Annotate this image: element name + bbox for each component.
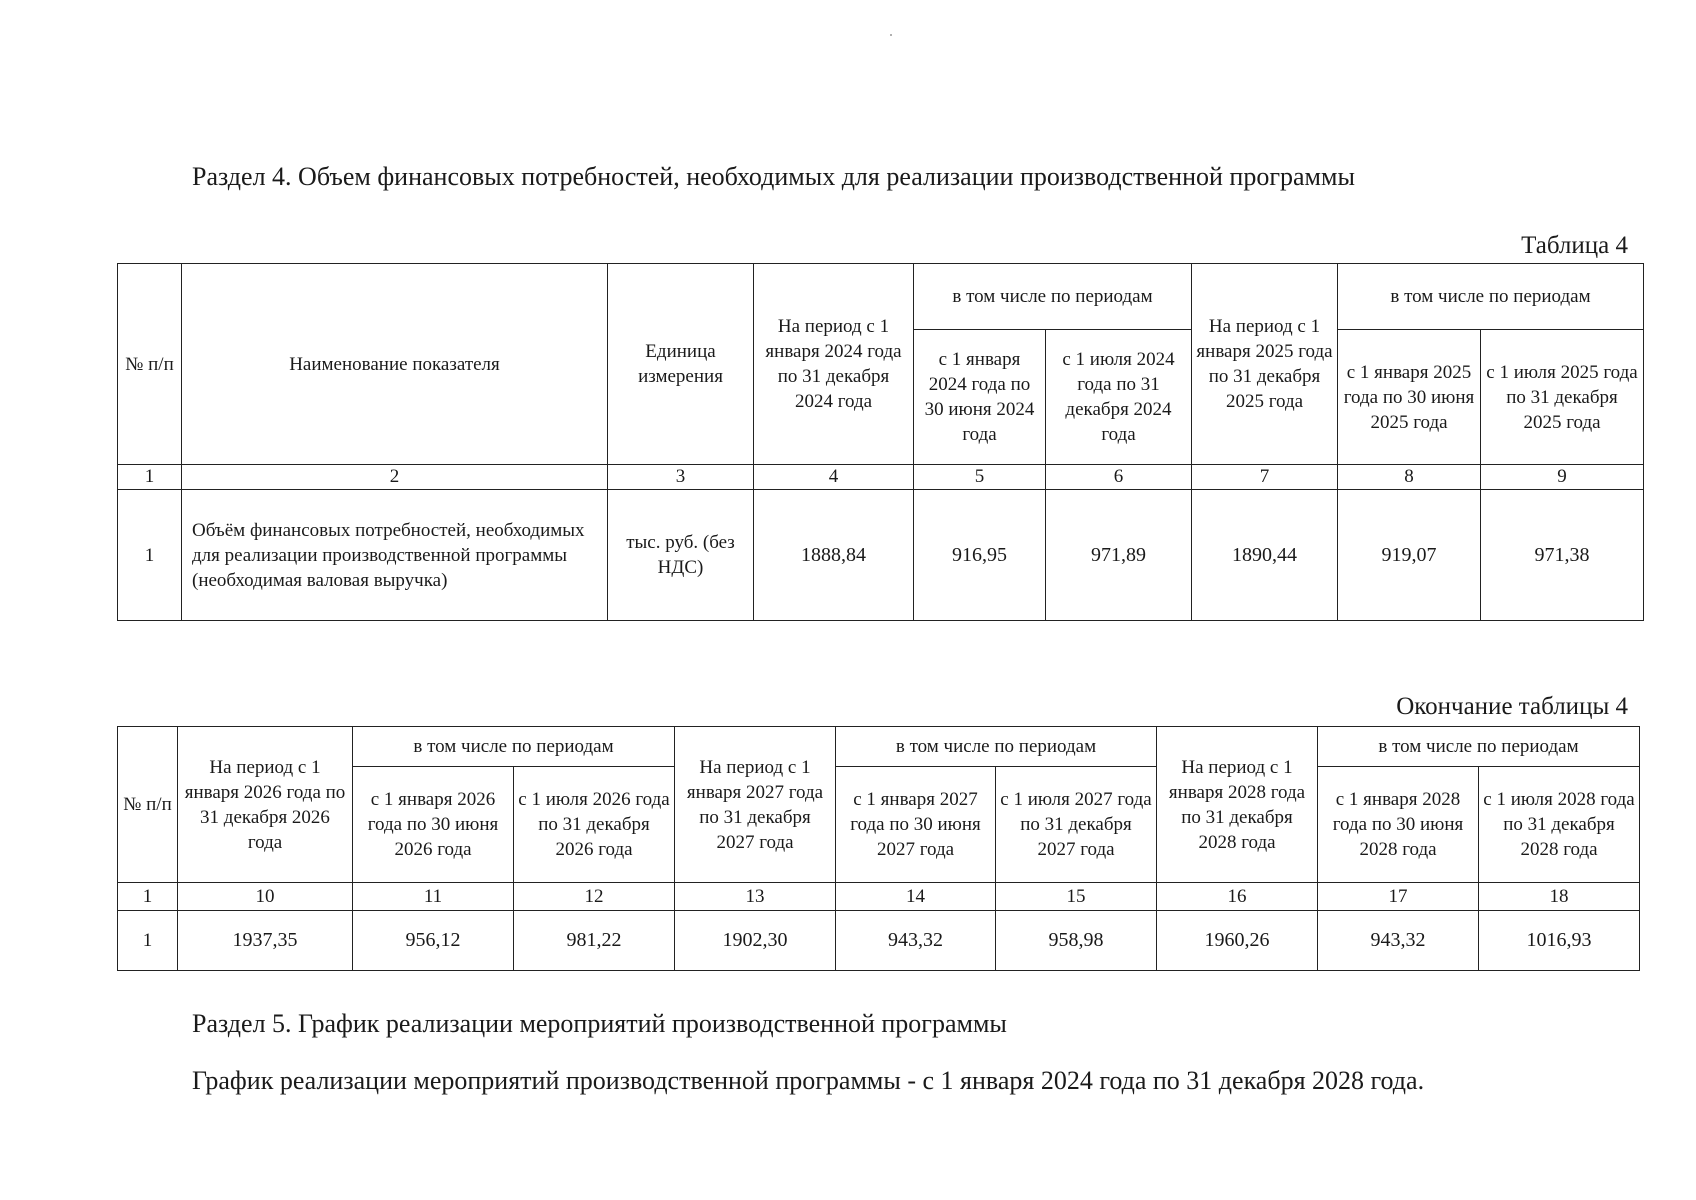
row-no: 1 [118,911,178,971]
header-h2-2028: с 1 июля 2028 года по 31 декабря 2028 года [1479,767,1640,883]
value-h1-2025: 919,07 [1338,490,1481,621]
value-h2-2025: 971,38 [1481,490,1644,621]
col-number: 17 [1318,883,1479,911]
scan-speck [890,34,892,36]
section-4-title: Раздел 4. Объем финансовых потребностей, необходимых для реализации производственной программы [192,162,1355,191]
value-h2-2028: 1016,93 [1479,911,1640,971]
section-5-text: График реализации мероприятий производственной программы - с 1 января 2024 года по 31 декабря 2028 года. [192,1066,1425,1095]
header-unit: Единица измерения [608,264,754,465]
value-2027: 1902,30 [675,911,836,971]
row-indicator-name: Объём финансовых потребностей, необходимых для реализации производственной программы (необходимая валовая выручка) [182,490,608,621]
table-4 [117,263,1644,621]
col-number: 6 [1046,465,1192,490]
value-h2-2024: 971,89 [1046,490,1192,621]
header-incl-periods: в том числе по периодам [836,727,1157,767]
header-incl-periods: в том числе по периодам [1338,264,1644,330]
col-number: 9 [1481,465,1644,490]
header-h1-2027: с 1 января 2027 года по 30 июня 2027 года [836,767,996,883]
row-no: 1 [118,490,182,621]
header-incl-periods: в том числе по периодам [1318,727,1640,767]
col-number: 5 [914,465,1046,490]
table-4-column-numbers [118,465,1644,490]
col-number: 1 [118,465,182,490]
header-h2-2025: с 1 июля 2025 года по 31 декабря 2025 года [1481,330,1644,465]
table-4-end-header-row-1 [118,727,1640,767]
header-period-2028: На период с 1 января 2028 года по 31 декабря 2028 года [1157,727,1318,883]
value-h1-2024: 916,95 [914,490,1046,621]
value-2024: 1888,84 [754,490,914,621]
header-h2-2024: с 1 июля 2024 года по 31 декабря 2024 года [1046,330,1192,465]
header-period-2024: На период с 1 января 2024 года по 31 декабря 2024 года [754,264,914,465]
table-row [118,911,1640,971]
table-row [118,490,1644,621]
header-h1-2028: с 1 января 2028 года по 30 июня 2028 года [1318,767,1479,883]
header-period-2025: На период с 1 января 2025 года по 31 декабря 2025 года [1192,264,1338,465]
value-h2-2027: 958,98 [996,911,1157,971]
value-h1-2026: 956,12 [353,911,514,971]
value-2025: 1890,44 [1192,490,1338,621]
value-h1-2028: 943,32 [1318,911,1479,971]
col-number: 1 [118,883,178,911]
col-number: 12 [514,883,675,911]
col-number: 14 [836,883,996,911]
col-number: 15 [996,883,1157,911]
header-h1-2025: с 1 января 2025 года по 30 июня 2025 года [1338,330,1481,465]
header-no: № п/п [118,264,182,465]
table-4-end [117,726,1640,971]
value-h2-2026: 981,22 [514,911,675,971]
value-2026: 1937,35 [178,911,353,971]
value-h1-2027: 943,32 [836,911,996,971]
col-number: 3 [608,465,754,490]
row-unit: тыс. руб. (без НДС) [608,490,754,621]
col-number: 13 [675,883,836,911]
col-number: 7 [1192,465,1338,490]
header-name: Наименование показателя [182,264,608,465]
header-incl-periods: в том числе по периодам [914,264,1192,330]
col-number: 8 [1338,465,1481,490]
header-period-2026: На период с 1 января 2026 года по 31 декабря 2026 года [178,727,353,883]
section-5-title: Раздел 5. График реализации мероприятий производственной программы [192,1009,1007,1038]
table-4-caption: Таблица 4 [1521,232,1628,259]
header-h1-2024: с 1 января 2024 года по 30 июня 2024 года [914,330,1046,465]
col-number: 2 [182,465,608,490]
header-no: № п/п [118,727,178,883]
header-h2-2026: с 1 июля 2026 года по 31 декабря 2026 года [514,767,675,883]
col-number: 4 [754,465,914,490]
col-number: 16 [1157,883,1318,911]
header-h1-2026: с 1 января 2026 года по 30 июня 2026 года [353,767,514,883]
col-number: 11 [353,883,514,911]
header-h2-2027: с 1 июля 2027 года по 31 декабря 2027 года [996,767,1157,883]
table-4-end-column-numbers [118,883,1640,911]
table-4-end-caption: Окончание таблицы 4 [1396,693,1628,720]
value-2028: 1960,26 [1157,911,1318,971]
header-incl-periods: в том числе по периодам [353,727,675,767]
col-number: 18 [1479,883,1640,911]
table-4-header-row-1 [118,264,1644,330]
header-period-2027: На период с 1 января 2027 года по 31 декабря 2027 года [675,727,836,883]
col-number: 10 [178,883,353,911]
